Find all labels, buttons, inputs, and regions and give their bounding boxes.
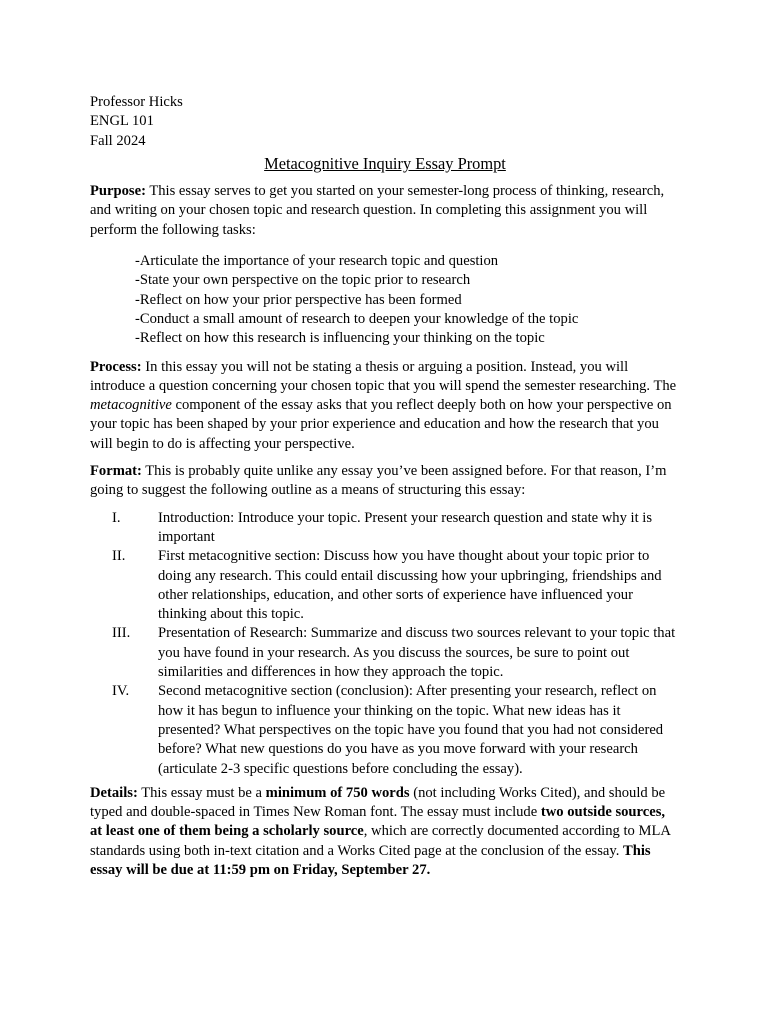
task-item: -Articulate the importance of your research topic and question xyxy=(135,253,499,270)
details-due-date: This essay will be due at 11:59 pm on Friday, September 27. xyxy=(90,842,651,878)
essay-outline xyxy=(90,509,680,779)
task-item: -Reflect on how this research is influencing your thinking on the topic xyxy=(135,330,545,347)
outline-numeral: IV. xyxy=(112,683,130,700)
process-emphasis: metacognitive xyxy=(90,397,172,414)
document-title: Metacognitive Inquiry Essay Prompt xyxy=(264,153,506,173)
outline-item xyxy=(90,547,680,624)
document-body xyxy=(90,93,680,888)
process-text-1: In this essay you will not be stating a thesis or arguing a position. Instead, you will introduce a question concerning your chosen topic that you will spend the semester researching. The xyxy=(90,358,677,394)
details-word-count: minimum of 750 words xyxy=(265,784,410,801)
outline-numeral: III. xyxy=(112,625,131,642)
process-paragraph xyxy=(90,358,680,454)
course-code: ENGL 101 xyxy=(90,113,154,130)
outline-item xyxy=(90,624,680,682)
task-item: -Conduct a small amount of research to deepen your knowledge of the topic xyxy=(135,310,579,327)
purpose-paragraph xyxy=(90,182,680,240)
outline-text: Second metacognitive section (conclusion): After presenting your research, reflect on how it has begun to influence your thinking on the topic. What new ideas has it presented? What perspectives on the topic have you found that you had not considered before? What new questions do you have as you move forward with your research (articulate 2-3 specific questions before concluding the essay). xyxy=(158,683,664,777)
details-paragraph xyxy=(90,784,680,880)
outline-numeral: I. xyxy=(112,509,121,526)
details-text-3: , which are correctly documented according to MLA standards using both in-text citation and a Works Cited page at the conclusion of the essay. xyxy=(90,823,671,859)
outline-item xyxy=(90,509,680,548)
outline-text: Introduction: Introduce your topic. Present your research question and state why it is important xyxy=(158,509,653,545)
term: Fall 2024 xyxy=(90,132,146,149)
outline-text: Presentation of Research: Summarize and discuss two sources relevant to your topic that you have found in your research. As you discuss the sources, be sure to point out similarities and differences in how they approach the topic. xyxy=(158,625,676,681)
outline-item xyxy=(90,682,680,778)
details-text-2: (not including Works Cited), and should be typed and double-spaced in Times New Roman font. The essay must include xyxy=(90,784,666,821)
task-item: -State your own perspective on the topic prior to research xyxy=(135,272,471,289)
details-sources: two outside sources, at least one of them being a scholarly source xyxy=(90,804,666,840)
outline-numeral: II. xyxy=(112,548,126,565)
purpose-text: This essay serves to get you started on your semester-long process of thinking, research, and writing on your chosen topic and research question. In completing this assignment you will perform the following tasks: xyxy=(90,183,665,238)
format-paragraph xyxy=(90,462,680,501)
details-label: Details: xyxy=(90,784,138,801)
header-block xyxy=(90,93,680,151)
outline-text: First metacognitive section: Discuss how you have thought about your topic prior to doing any research. This could entail discussing how your upbringing, friendships and other relationships, education, and other sorts of experience have influenced your thinking about this topic. xyxy=(158,548,662,623)
task-list xyxy=(135,252,680,348)
process-label: Process: xyxy=(90,358,142,375)
purpose-label: Purpose: xyxy=(90,183,146,200)
format-text: This is probably quite unlike any essay you’ve been assigned before. For that reason, I’m going to suggest the following outline as a means of structuring this essay: xyxy=(90,463,667,499)
format-label: Format: xyxy=(90,463,142,480)
process-text-2: component of the essay asks that you reflect deeply both on how your perspective on your topic has been shaped by your prior experience and education and how the research that you will begin to do is affecting your perspective. xyxy=(90,397,672,452)
task-item: -Reflect on how your prior perspective has been formed xyxy=(135,291,462,308)
instructor-name: Professor Hicks xyxy=(90,94,183,110)
details-text-1: This essay must be a xyxy=(137,784,266,801)
